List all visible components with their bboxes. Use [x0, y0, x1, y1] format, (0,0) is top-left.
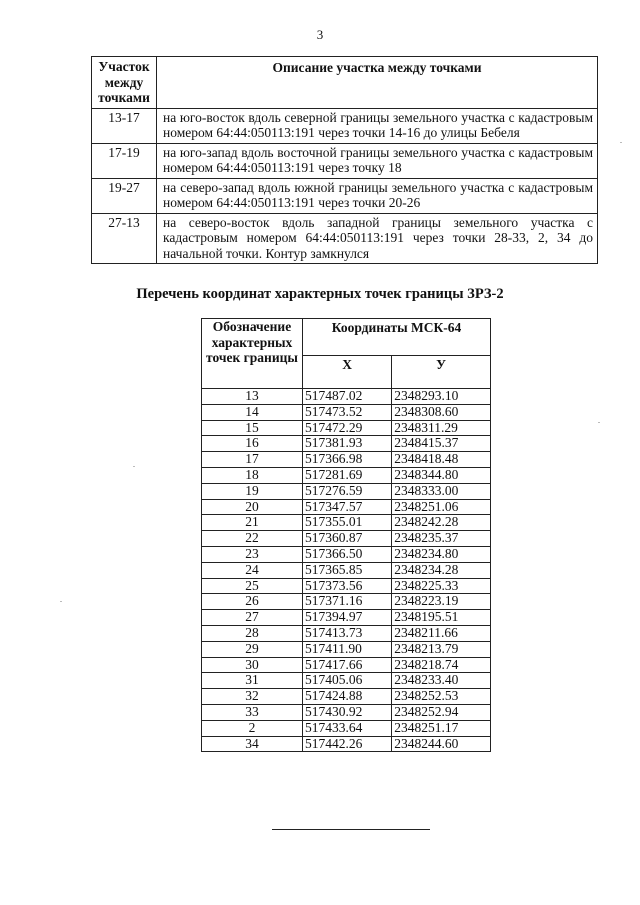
y-cell: 2348344.80 — [392, 467, 491, 483]
x-cell: 517405.06 — [303, 673, 392, 689]
segment-row — [92, 108, 598, 143]
segments-header-row — [92, 57, 598, 109]
point-cell: 24 — [202, 562, 303, 578]
point-cell: 31 — [202, 673, 303, 689]
coordinate-row — [202, 736, 491, 752]
coordinate-row — [202, 673, 491, 689]
point-cell: 34 — [202, 736, 303, 752]
y-cell: 2348311.29 — [392, 420, 491, 436]
x-cell: 517355.01 — [303, 515, 392, 531]
coordinate-row — [202, 499, 491, 515]
coordinate-row — [202, 641, 491, 657]
point-cell: 26 — [202, 594, 303, 610]
point-cell: 19 — [202, 483, 303, 499]
y-cell: 2348234.80 — [392, 546, 491, 562]
scan-mark — [60, 601, 62, 602]
y-cell: 2348223.19 — [392, 594, 491, 610]
x-cell: 517472.29 — [303, 420, 392, 436]
x-cell: 517473.52 — [303, 404, 392, 420]
coordinate-row — [202, 704, 491, 720]
point-cell: 21 — [202, 515, 303, 531]
x-cell: 517366.50 — [303, 546, 392, 562]
coordinate-row — [202, 452, 491, 468]
y-cell: 2348213.79 — [392, 641, 491, 657]
coordinate-row — [202, 389, 491, 405]
y-cell: 2348218.74 — [392, 657, 491, 673]
y-cell: 2348418.48 — [392, 452, 491, 468]
coordinate-row — [202, 594, 491, 610]
coordinate-row — [202, 657, 491, 673]
segment-row — [92, 178, 598, 213]
point-cell: 27 — [202, 610, 303, 626]
segments-body — [92, 108, 598, 264]
segment-description-cell: на юго-запад вдоль восточной границы земельного участка с кадастровым номером 64:44:050113:191 через точку 18 — [157, 143, 598, 178]
y-column-header: У — [392, 356, 491, 389]
y-cell: 2348251.17 — [392, 720, 491, 736]
segment-description-cell: на юго-восток вдоль северной границы земельного участка с кадастровым номером 64:44:050113:191 через точки 14-16 до улицы Бебеля — [157, 108, 598, 143]
y-cell: 2348308.60 — [392, 404, 491, 420]
x-cell: 517394.97 — [303, 610, 392, 626]
signature-line — [272, 829, 430, 830]
x-cell: 517424.88 — [303, 689, 392, 705]
point-cell: 29 — [202, 641, 303, 657]
point-column-header: Обозначение характерных точек границы — [202, 319, 303, 389]
y-cell: 2348211.66 — [392, 625, 491, 641]
x-cell: 517417.66 — [303, 657, 392, 673]
coordinate-row — [202, 404, 491, 420]
segment-description-cell: на северо-запад вдоль южной границы земельного участка с кадастровым номером 64:44:050113:191 через точки 20-26 — [157, 178, 598, 213]
coordinate-row — [202, 531, 491, 547]
y-cell: 2348235.37 — [392, 531, 491, 547]
x-cell: 517430.92 — [303, 704, 392, 720]
segment-description-cell: на северо-восток вдоль западной границы земельного участка с кадастровым номером 64:44:050113:191 через точки 28-33, 2, 34 до начальной точки. Контур замкнулся — [157, 213, 598, 264]
x-cell: 517371.16 — [303, 594, 392, 610]
y-cell: 2348242.28 — [392, 515, 491, 531]
coordinate-row — [202, 562, 491, 578]
coordinate-row — [202, 610, 491, 626]
x-cell: 517442.26 — [303, 736, 392, 752]
coordinates-title: Перечень координат характерных точек границы ЗРЗ-2 — [136, 286, 504, 302]
segment-cell: 13-17 — [92, 108, 157, 143]
scan-mark — [598, 422, 600, 423]
coordinate-row — [202, 420, 491, 436]
point-cell: 17 — [202, 452, 303, 468]
point-cell: 18 — [202, 467, 303, 483]
coordinate-row — [202, 625, 491, 641]
segment-row — [92, 143, 598, 178]
coordinate-row — [202, 689, 491, 705]
y-cell: 2348252.53 — [392, 689, 491, 705]
y-cell: 2348415.37 — [392, 436, 491, 452]
coordinate-row — [202, 515, 491, 531]
x-cell: 517276.59 — [303, 483, 392, 499]
y-cell: 2348244.60 — [392, 736, 491, 752]
coordinate-row — [202, 578, 491, 594]
coordinates-header-row — [202, 319, 491, 356]
coordinates-body — [202, 389, 491, 752]
point-cell: 32 — [202, 689, 303, 705]
point-cell: 2 — [202, 720, 303, 736]
coordinate-row — [202, 467, 491, 483]
y-cell: 2348225.33 — [392, 578, 491, 594]
point-cell: 14 — [202, 404, 303, 420]
x-column-header: X — [303, 356, 392, 389]
coordinate-system-header: Координаты МСК-64 — [303, 319, 491, 356]
coordinates-table — [201, 318, 491, 752]
x-cell: 517373.56 — [303, 578, 392, 594]
point-cell: 28 — [202, 625, 303, 641]
point-cell: 16 — [202, 436, 303, 452]
x-cell: 517347.57 — [303, 499, 392, 515]
page-number: 3 — [316, 27, 324, 42]
x-cell: 517365.85 — [303, 562, 392, 578]
x-cell: 517360.87 — [303, 531, 392, 547]
point-cell: 25 — [202, 578, 303, 594]
y-cell: 2348233.40 — [392, 673, 491, 689]
point-cell: 13 — [202, 389, 303, 405]
y-cell: 2348195.51 — [392, 610, 491, 626]
segment-column-header: Участок между точками — [92, 57, 157, 109]
segment-cell: 27-13 — [92, 213, 157, 264]
segment-cell: 19-27 — [92, 178, 157, 213]
coordinate-row — [202, 436, 491, 452]
segment-cell: 17-19 — [92, 143, 157, 178]
point-cell: 33 — [202, 704, 303, 720]
point-cell: 15 — [202, 420, 303, 436]
x-cell: 517281.69 — [303, 467, 392, 483]
y-cell: 2348234.28 — [392, 562, 491, 578]
segments-table — [91, 56, 598, 264]
x-cell: 517381.93 — [303, 436, 392, 452]
point-cell: 23 — [202, 546, 303, 562]
point-cell: 22 — [202, 531, 303, 547]
y-cell: 2348293.10 — [392, 389, 491, 405]
y-cell: 2348333.00 — [392, 483, 491, 499]
y-cell: 2348252.94 — [392, 704, 491, 720]
segment-row — [92, 213, 598, 264]
coordinate-row — [202, 720, 491, 736]
coordinate-row — [202, 483, 491, 499]
x-cell: 517487.02 — [303, 389, 392, 405]
description-column-header: Описание участка между точками — [157, 57, 598, 109]
point-cell: 20 — [202, 499, 303, 515]
point-cell: 30 — [202, 657, 303, 673]
coordinate-row — [202, 546, 491, 562]
x-cell: 517433.64 — [303, 720, 392, 736]
x-cell: 517413.73 — [303, 625, 392, 641]
x-cell: 517411.90 — [303, 641, 392, 657]
x-cell: 517366.98 — [303, 452, 392, 468]
scan-mark — [133, 466, 135, 467]
scan-mark — [620, 142, 622, 143]
y-cell: 2348251.06 — [392, 499, 491, 515]
